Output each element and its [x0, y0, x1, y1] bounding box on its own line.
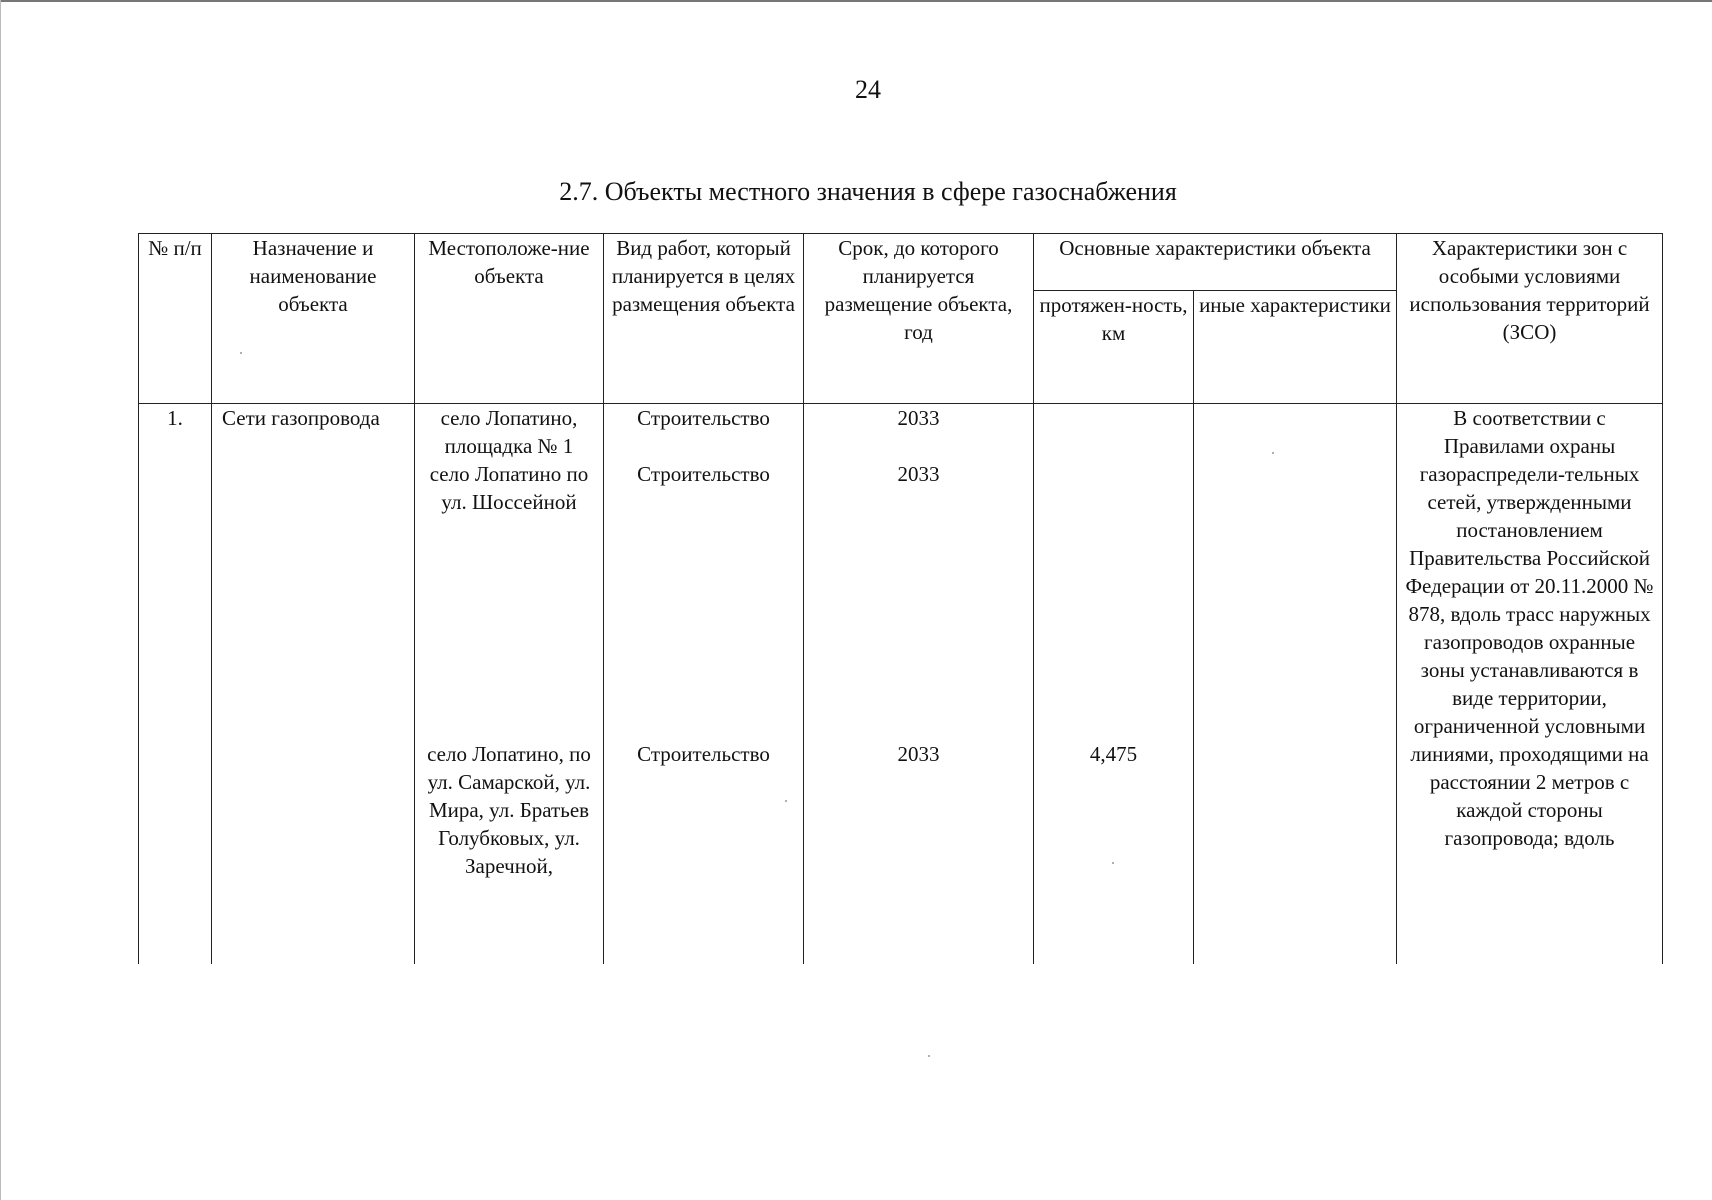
table-row — [139, 404, 1663, 965]
deadline-3: 2033 — [897, 742, 940, 766]
work-type-1: Строительство — [637, 406, 770, 430]
row-deadlines — [804, 404, 1034, 965]
page-number: 24 — [855, 75, 881, 104]
row-locations — [415, 404, 604, 965]
scan-speck — [1272, 452, 1274, 454]
header-location: Местоположе-ние объекта — [415, 234, 604, 404]
work-type-3: Строительство — [637, 742, 770, 766]
location-1: село Лопатино, площадка № 1 — [440, 406, 578, 458]
scan-speck — [785, 800, 787, 802]
length-2 — [1038, 460, 1189, 740]
header-main-characteristics: Основные характеристики объекта — [1034, 234, 1397, 291]
scan-speck — [240, 352, 242, 354]
row-other-characteristics — [1194, 404, 1397, 965]
deadline-1: 2033 — [897, 406, 940, 430]
row-zone-characteristics: В соответствии с Правилами охраны газораспредели-тельных сетей, утвержденными постановлением Правительства Российской Федерации от 20.11.2000 № 878, вдоль трасс наружных газопроводов охранные зоны устанавливаются в виде территории, ограниченной условными линиями, проходящими на расстоянии 2 метров с каждой стороны газопровода; вдоль — [1397, 404, 1663, 965]
length-3: 4,475 — [1089, 742, 1138, 766]
header-deadline: Срок, до которого планируется размещение объекта, год — [804, 234, 1034, 404]
header-length: протяжен-ность, км — [1034, 291, 1194, 404]
header-num: № п/п — [139, 234, 212, 404]
work-type-2: Строительство — [637, 462, 770, 486]
header-name: Назначение и наименование объекта — [212, 234, 415, 404]
row-work-types — [604, 404, 804, 965]
table-header-row — [139, 234, 1663, 291]
gas-supply-objects-table — [138, 233, 1663, 964]
row-num: 1. — [139, 404, 212, 965]
row-name: Сети газопровода — [212, 404, 415, 965]
header-other-characteristics: иные характеристики — [1194, 291, 1397, 404]
scan-speck — [928, 1055, 930, 1057]
length-1 — [1038, 404, 1189, 460]
scan-speck — [1112, 862, 1114, 864]
deadline-2: 2033 — [897, 462, 940, 486]
row-lengths — [1034, 404, 1194, 965]
scan-top-edge — [0, 0, 1712, 2]
header-zone-characteristics: Характеристики зон с особыми условиями использования территорий (ЗСО) — [1397, 234, 1663, 404]
header-work-type: Вид работ, который планируется в целях размещения объекта — [604, 234, 804, 404]
location-2: село Лопатино по ул. Шоссейной — [429, 462, 589, 514]
section-title: 2.7. Объекты местного значения в сфере газоснабжения — [559, 177, 1177, 206]
location-3: село Лопатино, по ул. Самарской, ул. Мира, ул. Братьев Голубковых, ул. Заречной, — [427, 742, 591, 878]
